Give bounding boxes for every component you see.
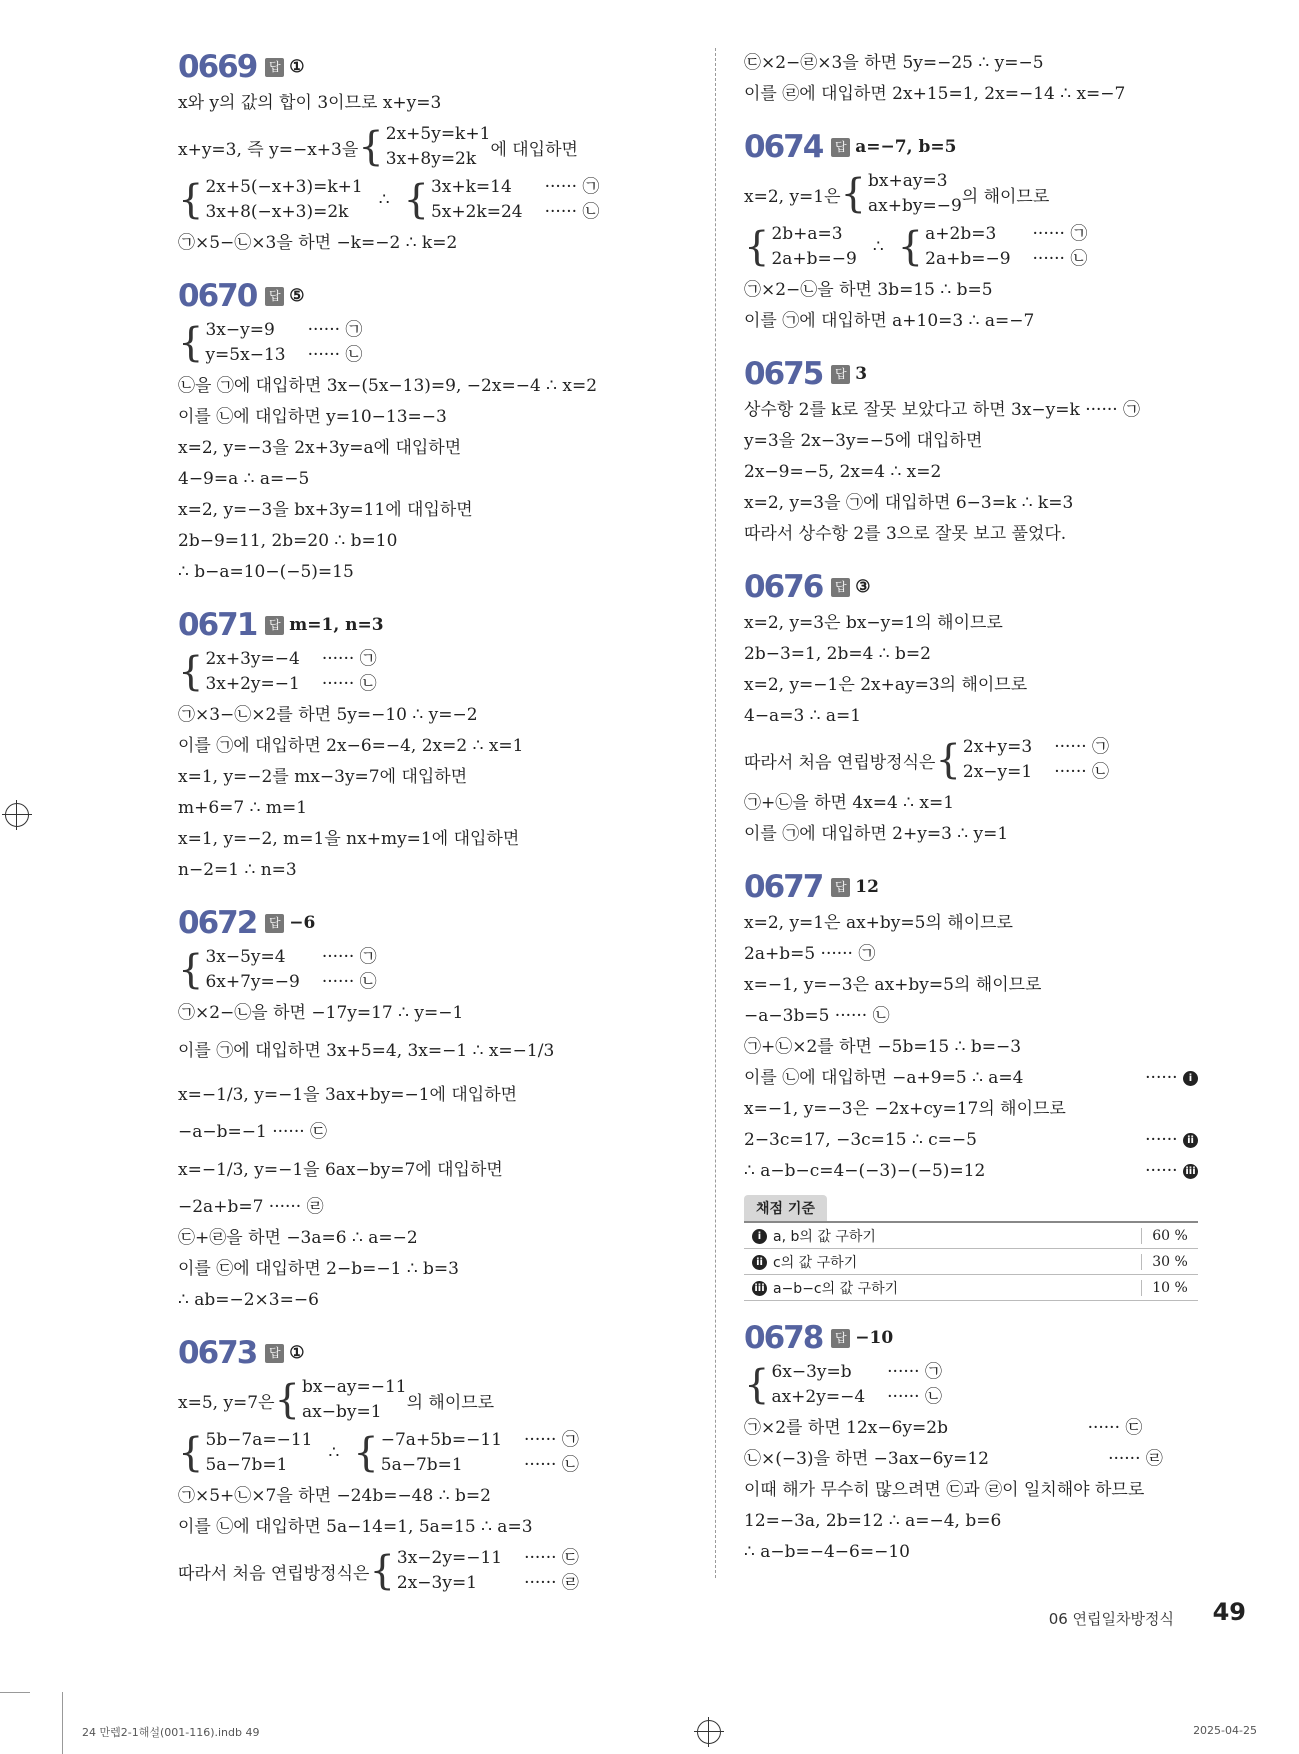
solution-line: 따라서 처음 연립방정식은 { 2x+y=3 2x−y=1 ······ ㉠ ······ ㉡	[744, 737, 1110, 783]
answer: ③	[855, 577, 871, 597]
solution-line: x=5, y=7은 { bx−ay=−11 ax−by=1 의 해이므로	[178, 1377, 495, 1423]
answer-badge: 답	[265, 287, 284, 306]
equation-system: { 2b+a=3 2a+b=−9 ∴ { a+2b=3 2a+b=−9 ······ ㉠ ······ ㉡	[744, 224, 1088, 270]
problem-0677	[744, 868, 1254, 1301]
solution-line: x=1, y=−2를 mx−3y=7에 대입하면	[178, 767, 468, 787]
problem-number: 0676	[744, 569, 823, 605]
problem-0675	[744, 355, 1254, 550]
answer-badge: 답	[265, 914, 284, 933]
solution-line: ㉠×5+㉡×7을 하면 −24b=−48 ∴ b=2	[178, 1486, 491, 1506]
answer: ⑤	[289, 286, 305, 306]
solution-line: 2−3c=17, −3c=15 ∴ c=−5 ······ ii	[744, 1125, 1198, 1156]
page-number: 49	[1212, 1598, 1246, 1626]
answer: a=−7, b=5	[855, 137, 957, 157]
right-column	[744, 48, 1254, 1586]
solution-line: 2a+b=5 ······ ㉠	[744, 944, 876, 964]
trim-line	[0, 1692, 30, 1693]
answer-badge: 답	[831, 138, 850, 157]
solution-line: x=2, y=3은 bx−y=1의 해이므로	[744, 613, 1003, 633]
left-column	[178, 48, 698, 1614]
solution-line: x=−1/3, y=−1을 6ax−by=7에 대입하면	[178, 1160, 503, 1180]
answer: 3	[855, 364, 868, 384]
solution-line: x와 y의 값의 합이 3이므로 x+y=3	[178, 93, 442, 113]
answer-badge: 답	[831, 578, 850, 597]
solution-line: 이를 ㉠에 대입하면 2+y=3 ∴ y=1	[744, 824, 1009, 844]
answer-badge: 답	[831, 365, 850, 384]
trim-line	[62, 1692, 63, 1754]
criteria-row: i a, b의 값 구하기 60 %	[744, 1223, 1198, 1249]
problem-number: 0677	[744, 869, 823, 905]
criteria-row: ii c의 값 구하기 30 %	[744, 1249, 1198, 1275]
step-marker: i	[1183, 1071, 1198, 1086]
solution-line: ㉢×2−㉣×3을 하면 5y=−25 ∴ y=−5	[744, 53, 1044, 73]
print-date: 2025-04-25	[1193, 1724, 1257, 1737]
solution-line: ∴ a−b=−4−6=−10	[744, 1542, 910, 1562]
scoring-criteria	[744, 1195, 1198, 1301]
problem-0678	[744, 1319, 1254, 1568]
solution-line: 이를 ㉠에 대입하면 3x+5=4, 3x=−1 ∴ x=−1/3	[178, 1041, 555, 1061]
solution-line: 이를 ㉠에 대입하면 2x−6=−4, 2x=2 ∴ x=1	[178, 736, 524, 756]
solution-line: ㉠×5−㉡×3을 하면 −k=−2 ∴ k=2	[178, 233, 458, 253]
solution-line: 따라서 처음 연립방정식은 { 3x−2y=−11 2x−3y=1 ······ ㉢ ······ ㉣	[178, 1548, 579, 1594]
solution-line: ㉠×2를 하면 12x−6y=2b ······ ㉢	[744, 1418, 1143, 1438]
solution-line: 이를 ㉡에 대입하면 y=10−13=−3	[178, 407, 447, 427]
solution-line: 2x−9=−5, 2x=4 ∴ x=2	[744, 462, 942, 482]
print-file-info: 24 만렙2-1해설(001-116).indb 49	[82, 1726, 260, 1739]
solution-line: 2b−3=1, 2b=4 ∴ b=2	[744, 644, 931, 664]
problem-0673	[178, 1334, 698, 1596]
answer-badge: 답	[265, 616, 284, 635]
problem-number: 0671	[178, 607, 257, 643]
solution-line: ㉢+㉣을 하면 −3a=6 ∴ a=−2	[178, 1228, 418, 1248]
solution-line: ∴ ab=−2×3=−6	[178, 1290, 319, 1310]
solution-line: 12=−3a, 2b=12 ∴ a=−4, b=6	[744, 1511, 1002, 1531]
equation-system: { 2x+3y=−4 3x+2y=−1 ······ ㉠ ······ ㉡	[178, 649, 377, 695]
problem-0674	[744, 128, 1254, 337]
problem-0676	[744, 568, 1254, 850]
solution-line: ㉡×(−3)을 하면 −3ax−6y=12 ······ ㉣	[744, 1449, 1163, 1469]
problem-number: 0672	[178, 905, 257, 941]
equation-system: { 3x−y=9 y=5x−13 ······ ㉠ ······ ㉡	[178, 320, 363, 366]
solution-line: y=3을 2x−3y=−5에 대입하면	[744, 431, 983, 451]
solution-line: x=2, y=−3을 2x+3y=a에 대입하면	[178, 438, 462, 458]
solution-line: −a−b=−1 ······ ㉢	[178, 1122, 328, 1142]
answer: m=1, n=3	[289, 615, 384, 635]
solution-line: 4−9=a ∴ a=−5	[178, 469, 310, 489]
answer-badge: 답	[265, 1344, 284, 1363]
solution-line: 따라서 상수항 2를 3으로 잘못 보고 풀었다.	[744, 524, 1067, 544]
solution-line: 이를 ㉡에 대입하면 5a−14=1, 5a=15 ∴ a=3	[178, 1517, 533, 1537]
column-divider	[715, 48, 716, 1578]
solution-line: x=2, y=−1은 2x+ay=3의 해이므로	[744, 675, 1028, 695]
registration-mark-icon	[697, 1720, 721, 1744]
solution-line: ㉠×2−㉡을 하면 3b=15 ∴ b=5	[744, 280, 993, 300]
problem-0672	[178, 904, 698, 1316]
solution-line: 상수항 2를 k로 잘못 보았다고 하면 3x−y=k ······ ㉠	[744, 400, 1141, 420]
problem-number: 0678	[744, 1320, 823, 1356]
answer: ①	[289, 1343, 305, 1363]
criteria-row: iii a−b−c의 값 구하기 10 %	[744, 1275, 1198, 1301]
solution-line: ㉠×3−㉡×2를 하면 5y=−10 ∴ y=−2	[178, 705, 478, 725]
problem-0669	[178, 48, 698, 259]
criteria-title: 채점 기준	[744, 1195, 827, 1221]
problem-0670	[178, 277, 698, 588]
equation-system: { 5b−7a=−11 5a−7b=1 ∴ { −7a+5b=−11 5a−7b=1 ······ ㉠ ······ ㉡	[178, 1430, 579, 1476]
answer-badge: 답	[831, 878, 850, 897]
solution-line: x=2, y=1은 { bx+ay=3 ax+by=−9 의 해이므로	[744, 171, 1050, 217]
solution-line: 이를 ㉠에 대입하면 a+10=3 ∴ a=−7	[744, 311, 1035, 331]
problem-0671	[178, 606, 698, 886]
solution-line: m+6=7 ∴ m=1	[178, 798, 308, 818]
answer-badge: 답	[265, 58, 284, 77]
solution-line: ㉠+㉡을 하면 4x=4 ∴ x=1	[744, 793, 955, 813]
solution-line: −2a+b=7 ······ ㉣	[178, 1197, 324, 1217]
solution-line: ㉠+㉡×2를 하면 −5b=15 ∴ b=−3	[744, 1037, 1022, 1057]
step-marker: iii	[1183, 1164, 1198, 1179]
solution-line: 이를 ㉢에 대입하면 2−b=−1 ∴ b=3	[178, 1259, 459, 1279]
solution-line: ∴ b−a=10−(−5)=15	[178, 562, 354, 582]
solution-line: x=−1/3, y=−1을 3ax+by=−1에 대입하면	[178, 1085, 518, 1105]
solution-line: 이를 ㉣에 대입하면 2x+15=1, 2x=−14 ∴ x=−7	[744, 84, 1126, 104]
answer: −10	[855, 1328, 894, 1348]
problem-0673-continued	[744, 48, 1254, 110]
solution-line: −a−3b=5 ······ ㉡	[744, 1006, 890, 1026]
solution-line: 2b−9=11, 2b=20 ∴ b=10	[178, 531, 398, 551]
answer: 12	[855, 877, 879, 897]
equation-system: { 3x−5y=4 6x+7y=−9 ······ ㉠ ······ ㉡	[178, 947, 377, 993]
solution-line: 4−a=3 ∴ a=1	[744, 706, 862, 726]
registration-mark-icon	[5, 803, 29, 827]
step-marker: ii	[1183, 1133, 1198, 1148]
solution-line: ∴ a−b−c=4−(−3)−(−5)=12 ······ iii	[744, 1156, 1198, 1187]
chapter-title: 06 연립일차방정식	[1048, 1610, 1174, 1628]
solution-line: x=−1, y=−3은 ax+by=5의 해이므로	[744, 975, 1042, 995]
problem-number: 0674	[744, 129, 823, 165]
solution-line: x=2, y=3을 ㉠에 대입하면 6−3=k ∴ k=3	[744, 493, 1074, 513]
problem-number: 0670	[178, 278, 257, 314]
solution-line: x=−1, y=−3은 −2x+cy=17의 해이므로	[744, 1099, 1066, 1119]
solution-line: x=2, y=−3을 bx+3y=11에 대입하면	[178, 500, 473, 520]
problem-number: 0669	[178, 49, 257, 85]
solution-line: 이를 ㉡에 대입하면 −a+9=5 ∴ a=4 ······ i	[744, 1063, 1198, 1094]
solution-line: ㉠×2−㉡을 하면 −17y=17 ∴ y=−1	[178, 1003, 464, 1023]
answer: ①	[289, 57, 305, 77]
problem-number: 0675	[744, 356, 823, 392]
equation-system: { 2x+5(−x+3)=k+1 3x+8(−x+3)=2k ∴ { 3x+k=14 5x+2k=24 ······ ㉠ ······ ㉡	[178, 177, 600, 223]
solution-line: ㉡을 ㉠에 대입하면 3x−(5x−13)=9, −2x=−4 ∴ x=2	[178, 376, 598, 396]
solution-line: 이때 해가 무수히 많으려면 ㉢과 ㉣이 일치해야 하므로	[744, 1480, 1145, 1500]
problem-number: 0673	[178, 1335, 257, 1371]
answer: −6	[289, 913, 316, 933]
answer-badge: 답	[831, 1329, 850, 1348]
equation-system: { 6x−3y=b ax+2y=−4 ······ ㉠ ······ ㉡	[744, 1362, 942, 1408]
solution-line: n−2=1 ∴ n=3	[178, 860, 297, 880]
solution-line: x+y=3, 즉 y=−x+3을 { 2x+5y=k+1 3x+8y=2k 에 대입하면	[178, 124, 578, 170]
solution-line: x=2, y=1은 ax+by=5의 해이므로	[744, 913, 1013, 933]
solution-line: x=1, y=−2, m=1을 nx+my=1에 대입하면	[178, 829, 520, 849]
